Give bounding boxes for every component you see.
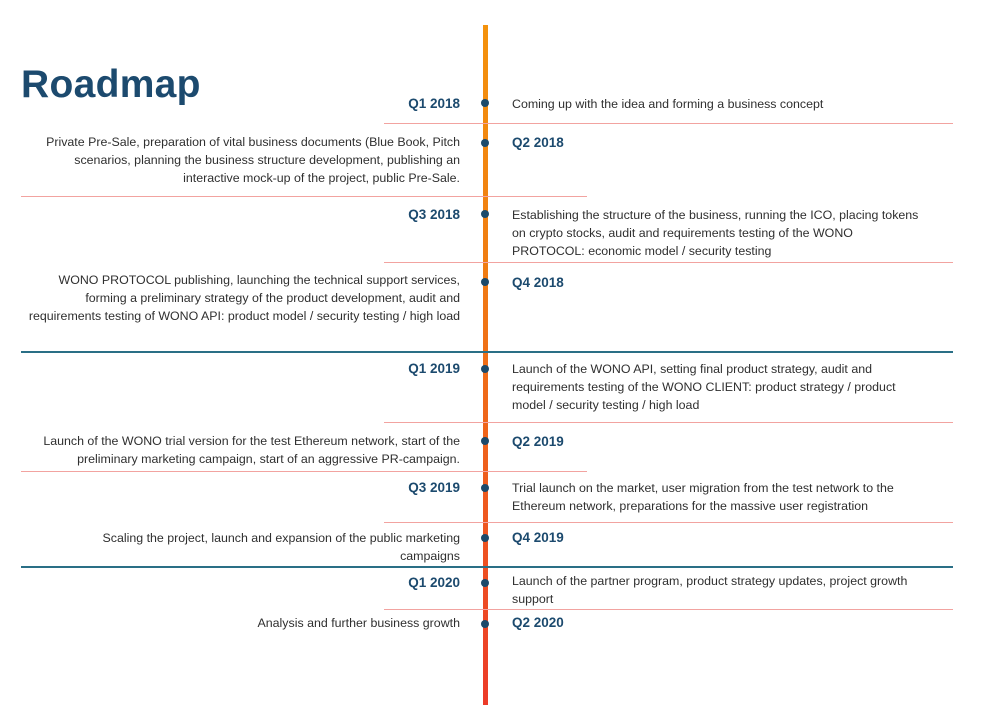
milestone-description: Trial launch on the market, user migration from the test network to the Ethereum network, preparations for the massive user registration xyxy=(512,481,894,513)
timeline-dot xyxy=(481,534,489,542)
milestone-quarter: Q1 2020 xyxy=(408,575,460,590)
divider xyxy=(384,422,953,423)
milestone-description: Analysis and further business growth xyxy=(257,616,460,630)
milestone-quarter: Q1 2019 xyxy=(408,361,460,376)
milestone-description: Launch of the partner program, product strategy updates, project growth support xyxy=(512,574,908,606)
milestone-quarter: Q4 2019 xyxy=(512,530,564,545)
divider xyxy=(384,262,953,263)
milestone-quarter: Q2 2019 xyxy=(512,434,564,449)
milestone-quarter: Q4 2018 xyxy=(512,275,564,290)
milestone-description: WONO PROTOCOL publishing, launching the technical support services, forming a preliminary strategy of the product development, audit and requirements testing of WONO API: product model / security testing / high load xyxy=(28,273,460,323)
divider xyxy=(21,196,587,197)
timeline-dot xyxy=(481,484,489,492)
timeline-dot xyxy=(481,620,489,628)
milestone-description: Private Pre-Sale, preparation of vital business documents (Blue Book, Pitch scenarios, planning the business structure development, publishing an interactive mock-up of the project, public Pre-Sale. xyxy=(46,135,460,185)
timeline-dot xyxy=(481,365,489,373)
divider xyxy=(384,522,953,523)
milestone-description: Scaling the project, launch and expansion of the public marketing campaigns xyxy=(102,531,460,563)
milestone-quarter: Q1 2018 xyxy=(408,96,460,111)
milestone-quarter: Q3 2019 xyxy=(408,480,460,495)
page-title: Roadmap xyxy=(21,63,201,106)
milestone-description: Establishing the structure of the business, running the ICO, placing tokens on crypto stocks, audit and requirements testing of the WONO PROTOCOL: economic model / security testing xyxy=(512,208,919,258)
milestone-quarter: Q2 2020 xyxy=(512,615,564,630)
milestone-description: Launch of the WONO trial version for the test Ethereum network, start of the preliminary marketing campaign, start of an aggressive PR-campaign. xyxy=(43,434,460,466)
timeline-dot xyxy=(481,139,489,147)
divider xyxy=(21,471,587,472)
divider xyxy=(384,609,953,610)
timeline-dot xyxy=(481,579,489,587)
milestone-quarter: Q2 2018 xyxy=(512,135,564,150)
divider xyxy=(384,123,953,124)
year-divider xyxy=(21,351,953,353)
timeline-dot xyxy=(481,210,489,218)
timeline-dot xyxy=(481,278,489,286)
milestone-quarter: Q3 2018 xyxy=(408,207,460,222)
timeline-dot xyxy=(481,437,489,445)
timeline-dot xyxy=(481,99,489,107)
year-divider xyxy=(21,566,953,568)
milestone-description: Launch of the WONO API, setting final product strategy, audit and requirements testing of the WONO CLIENT: product strategy / product model / security testing / high load xyxy=(512,362,896,412)
milestone-description: Coming up with the idea and forming a business concept xyxy=(512,97,824,111)
